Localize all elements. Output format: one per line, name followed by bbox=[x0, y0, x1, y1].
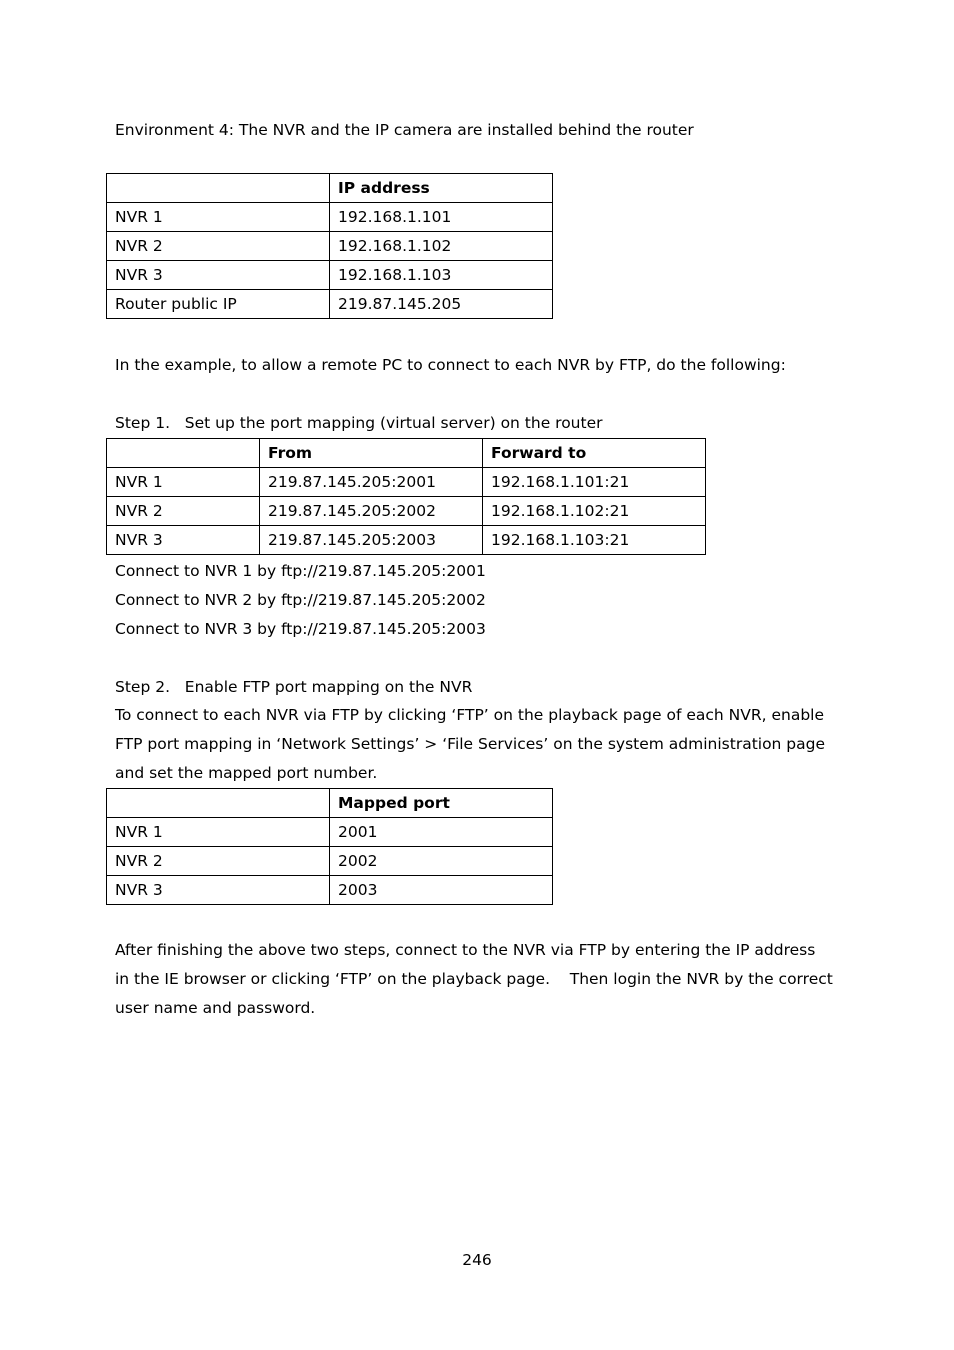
table-cell: 192.168.1.101 bbox=[330, 203, 553, 232]
table-cell: 192.168.1.101:21 bbox=[483, 468, 706, 497]
table-header-cell: IP address bbox=[330, 174, 553, 203]
ip-address-table bbox=[106, 173, 553, 319]
port-mapping-table bbox=[106, 438, 706, 555]
connect-line: Connect to NVR 3 by ftp://219.87.145.205:2003 bbox=[115, 620, 486, 638]
table-cell: 2001 bbox=[330, 818, 553, 847]
intro-paragraph: In the example, to allow a remote PC to connect to each NVR by FTP, do the following: bbox=[115, 356, 786, 374]
table-cell: NVR 3 bbox=[107, 526, 260, 555]
connect-line: Connect to NVR 2 by ftp://219.87.145.205:2002 bbox=[115, 591, 486, 609]
table-row bbox=[107, 261, 553, 290]
table-cell: NVR 2 bbox=[107, 497, 260, 526]
table-cell: Router public IP bbox=[107, 290, 330, 319]
conclusion-line: user name and password. bbox=[115, 999, 316, 1017]
step2-body-line: and set the mapped port number. bbox=[115, 764, 378, 782]
table-row bbox=[107, 818, 553, 847]
table-row bbox=[107, 876, 553, 905]
table-cell: 219.87.145.205 bbox=[330, 290, 553, 319]
table-row bbox=[107, 468, 706, 497]
step2-body-line: To connect to each NVR via FTP by clicking ‘FTP’ on the playback page of each NVR, enable bbox=[115, 706, 824, 724]
table-header-cell: From bbox=[260, 439, 483, 468]
table-cell: 219.87.145.205:2003 bbox=[260, 526, 483, 555]
conclusion-line: in the IE browser or clicking ‘FTP’ on the playback page. Then login the NVR by the correct bbox=[115, 970, 833, 988]
table-header-row bbox=[107, 439, 706, 468]
table-cell: 192.168.1.103:21 bbox=[483, 526, 706, 555]
table-cell: 192.168.1.102:21 bbox=[483, 497, 706, 526]
table-row bbox=[107, 847, 553, 876]
table-cell: NVR 2 bbox=[107, 232, 330, 261]
table-header-row bbox=[107, 174, 553, 203]
environment-heading: Environment 4: The NVR and the IP camera are installed behind the router bbox=[115, 121, 694, 139]
table-cell: NVR 1 bbox=[107, 203, 330, 232]
table-header-cell: Mapped port bbox=[330, 789, 553, 818]
table-cell: NVR 1 bbox=[107, 468, 260, 497]
table-row bbox=[107, 526, 706, 555]
step2-body-line: FTP port mapping in ‘Network Settings’ > ‘File Services’ on the system administration page bbox=[115, 735, 826, 753]
table-row bbox=[107, 290, 553, 319]
mapped-port-table bbox=[106, 788, 553, 905]
step2-heading: Step 2. Enable FTP port mapping on the NVR bbox=[115, 678, 473, 696]
table-cell: 192.168.1.103 bbox=[330, 261, 553, 290]
table-cell: 2003 bbox=[330, 876, 553, 905]
table-header-row bbox=[107, 789, 553, 818]
step1-heading: Step 1. Set up the port mapping (virtual server) on the router bbox=[115, 414, 603, 432]
table-cell: 2002 bbox=[330, 847, 553, 876]
table-cell: NVR 2 bbox=[107, 847, 330, 876]
table-cell: NVR 3 bbox=[107, 876, 330, 905]
table-row bbox=[107, 232, 553, 261]
table-header-cell: Forward to bbox=[483, 439, 706, 468]
table-cell: 219.87.145.205:2001 bbox=[260, 468, 483, 497]
table-cell: NVR 3 bbox=[107, 261, 330, 290]
table-cell: 192.168.1.102 bbox=[330, 232, 553, 261]
table-cell: 219.87.145.205:2002 bbox=[260, 497, 483, 526]
conclusion-line: After finishing the above two steps, connect to the NVR via FTP by entering the IP address bbox=[115, 941, 816, 959]
table-row bbox=[107, 497, 706, 526]
table-header-cell bbox=[107, 439, 260, 468]
table-row bbox=[107, 203, 553, 232]
connect-line: Connect to NVR 1 by ftp://219.87.145.205:2001 bbox=[115, 562, 486, 580]
table-cell: NVR 1 bbox=[107, 818, 330, 847]
page-number: 246 bbox=[462, 1251, 492, 1269]
table-header-cell bbox=[107, 789, 330, 818]
table-header-cell bbox=[107, 174, 330, 203]
